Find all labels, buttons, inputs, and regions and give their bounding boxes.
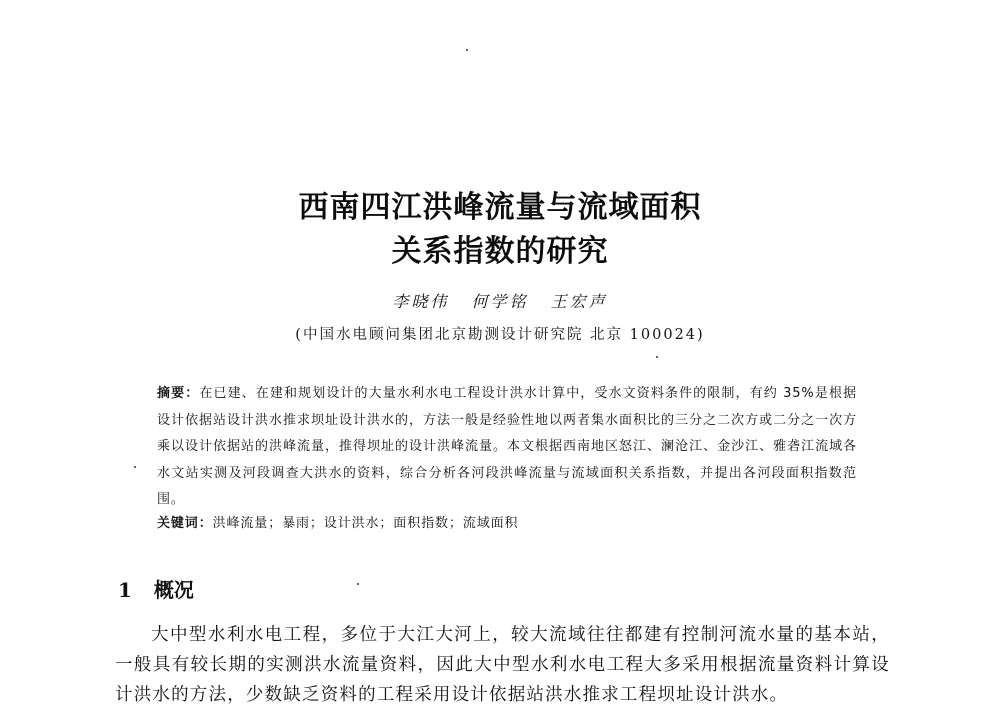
- body-paragraph: 大中型水利水电工程，多位于大江大河上，较大流域往往都建有控制河流水量的基本站，一般具有较长期的实测洪水流量资料，因此大中型水利水电工程大多采用根据流量资料计算设计洪水的方法，少数缺乏资料的工程采用设计依据站洪水推求工程坝址设计洪水。: [115, 625, 890, 705]
- abstract-label: 摘要：: [157, 386, 200, 401]
- scan-speck: [466, 49, 468, 51]
- keywords-text: 洪峰流量；暴雨；设计洪水；面积指数；流域面积: [212, 516, 519, 531]
- keywords-label: 关键词：: [157, 516, 213, 531]
- abstract: [157, 381, 857, 514]
- scan-speck: [656, 356, 658, 358]
- abstract-text: 在已建、在建和规划设计的大量水利水电工程设计洪水计算中，受水文资料条件的限制，有约 35%是根据设计依据站设计洪水推求坝址设计洪水的，方法一般是经验性地以两者集水面积比的三分之二次方或二分之一次方乘以设计依据站的洪峰流量，推得坝址的设计洪峰流量。本文根据西南地区怒江、澜沧江、金沙江、雅砻江流域各水文站实测及河段调查大洪水的资料，综合分析各河段洪峰流量与流域面积关系指数，并提出各河段面积指数范围。: [157, 386, 858, 507]
- section-number: 1: [118, 578, 132, 602]
- section-heading: [118, 574, 194, 603]
- paper-title-line-1: 西南四江洪峰流量与流域面积: [298, 190, 702, 225]
- section-title: 概况: [153, 578, 194, 602]
- keywords: [157, 512, 857, 531]
- scan-speck: [357, 583, 359, 585]
- author-list: 李晓伟 何学铭 王宏声: [392, 292, 608, 311]
- scan-speck: [134, 466, 136, 468]
- paper-title-line-2: 关系指数的研究: [391, 234, 609, 269]
- author-affiliation: (中国水电顾问集团北京勘测设计研究院 北京 100024): [295, 327, 705, 343]
